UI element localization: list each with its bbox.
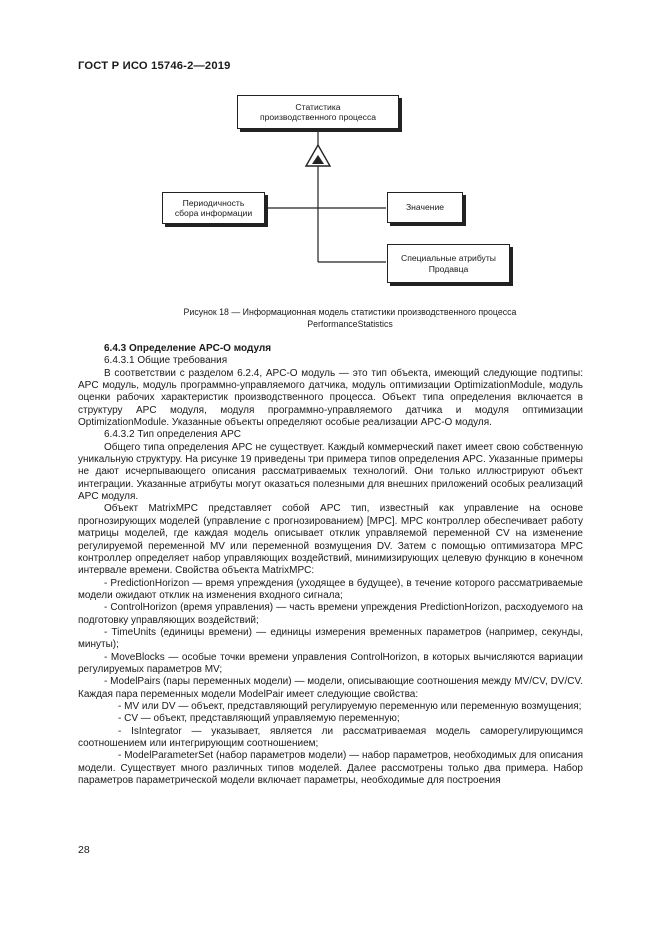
paragraph: Общего типа определения APC не существует. Каждый коммерческий пакет имеет свою собственную уникальную структуру. На рисунке 19 приведены три примера типов определения APC. Указанные примеры не дают исчерпывающего описания рассматриваемых технологий. Они только иллюстрируют объект интеграции. Указанные атрибуты могут оказаться полезными для внешних приложений особых реализаций APC модуля. xyxy=(78,441,583,503)
box-line: Продавца xyxy=(428,263,469,274)
list-item: - IsIntegrator — указывает, является ли рассматриваемая модель саморегулирующимся соотношением или интегрирующим соотношением; xyxy=(78,725,583,749)
page-header: ГОСТ Р ИСО 15746-2—2019 xyxy=(78,60,231,72)
caption-line: PerformanceStatistics xyxy=(307,319,393,329)
paragraph: 6.4.3.2 Тип определения APC xyxy=(104,429,242,441)
list-item: - TimeUnits (единицы времени) — единицы измерения временных параметров (например, секунды, минуты); xyxy=(78,626,583,651)
list-item: - ControlHorizon (время управления) — часть времени упреждения PredictionHorizon, расходуемого на подготовку управляющих воздействий; xyxy=(78,602,583,626)
diagram-box-periodicity xyxy=(162,192,265,224)
box-line: производственного процесса xyxy=(259,112,377,122)
box-line: Статистика xyxy=(295,101,341,112)
inheritance-triangle-icon xyxy=(0,0,661,320)
information-model-diagram xyxy=(0,0,661,320)
paragraph: Объект MatrixMPC представляет собой APC тип, известный как управление на основе прогнозирующих моделей (управление с прогнозированием) [MPC]. MPC контроллер обеспечивает работу матрицы моделей, где каждая модель описывает отклик управляемой переменной CV на изменение регулируемой переменной MV или переменной возмущения DV. Затем с помощью оптимизатора MPC контроллер определяет набор управляющих воздействий, минимизирующих целевую функцию в конечном интервале времени. Свойства объекта MatrixMPC: xyxy=(78,503,583,577)
list-item: - PredictionHorizon — время упреждения (уходящее в будущее), в течение которого рассматриваемые модели ожидают отклик на изменения входного сигнала; xyxy=(78,577,583,601)
list-item: - MoveBlocks — особые точки времени управления ControlHorizon, в которых вычисляются вариации регулируемых параметров MV; xyxy=(78,651,583,675)
box-line: Специальные атрибуты xyxy=(401,253,496,263)
diagram-box-value xyxy=(387,192,463,223)
paragraph: В соответствии с разделом 6.2.4, APC-O модуль — это тип объекта, имеющий следующие подтипы: APC модуль, модуль программно-управляемого датчика, модуль оптимизации OptimizationModule, модуль оценки рабочих характеристик производственного процесса. Объект типа определения включается в структуру APC модуля, модуля программно-управляемого датчика и модуля оптимизации OptimizationModule. Указанные объекты определяют особые реализации APC-O модуля. xyxy=(78,367,583,429)
section-heading: 6.4.3 Определение APC-O модуля xyxy=(104,343,272,354)
list-item: - CV — объект, представляющий управляемую переменную; xyxy=(118,713,400,725)
figure-caption xyxy=(100,306,600,330)
diagram-box-vendor-attributes xyxy=(387,244,510,283)
list-item: - ModelParameterSet (набор параметров модели) — набор параметров, необходимых для описания модели. Существует много различных типов моделей. Далее рассмотрены только два примера. Набор параметров параметрической модели включает параметры, необходимые для построения xyxy=(78,750,583,787)
paragraph: 6.4.3.1 Общие требования xyxy=(104,355,228,367)
box-line: сбора информации xyxy=(174,208,253,218)
list-item: - MV или DV — объект, представляющий регулируемую переменную или переменную возмущения; xyxy=(118,700,582,712)
list-item: - ModelPairs (пары переменных модели) — модели, описывающие соотношения между MV/CV, DV/CV. Каждая пара переменных модели ModelPair имеет следующие свойства: xyxy=(78,676,583,700)
page-number: 28 xyxy=(78,844,90,856)
box-line: Значение xyxy=(405,202,445,213)
caption-line: Рисунок 18 — Информационная модель статистики производственного процесса xyxy=(183,307,517,317)
document-body xyxy=(78,343,583,787)
box-line: Периодичность xyxy=(182,197,245,208)
